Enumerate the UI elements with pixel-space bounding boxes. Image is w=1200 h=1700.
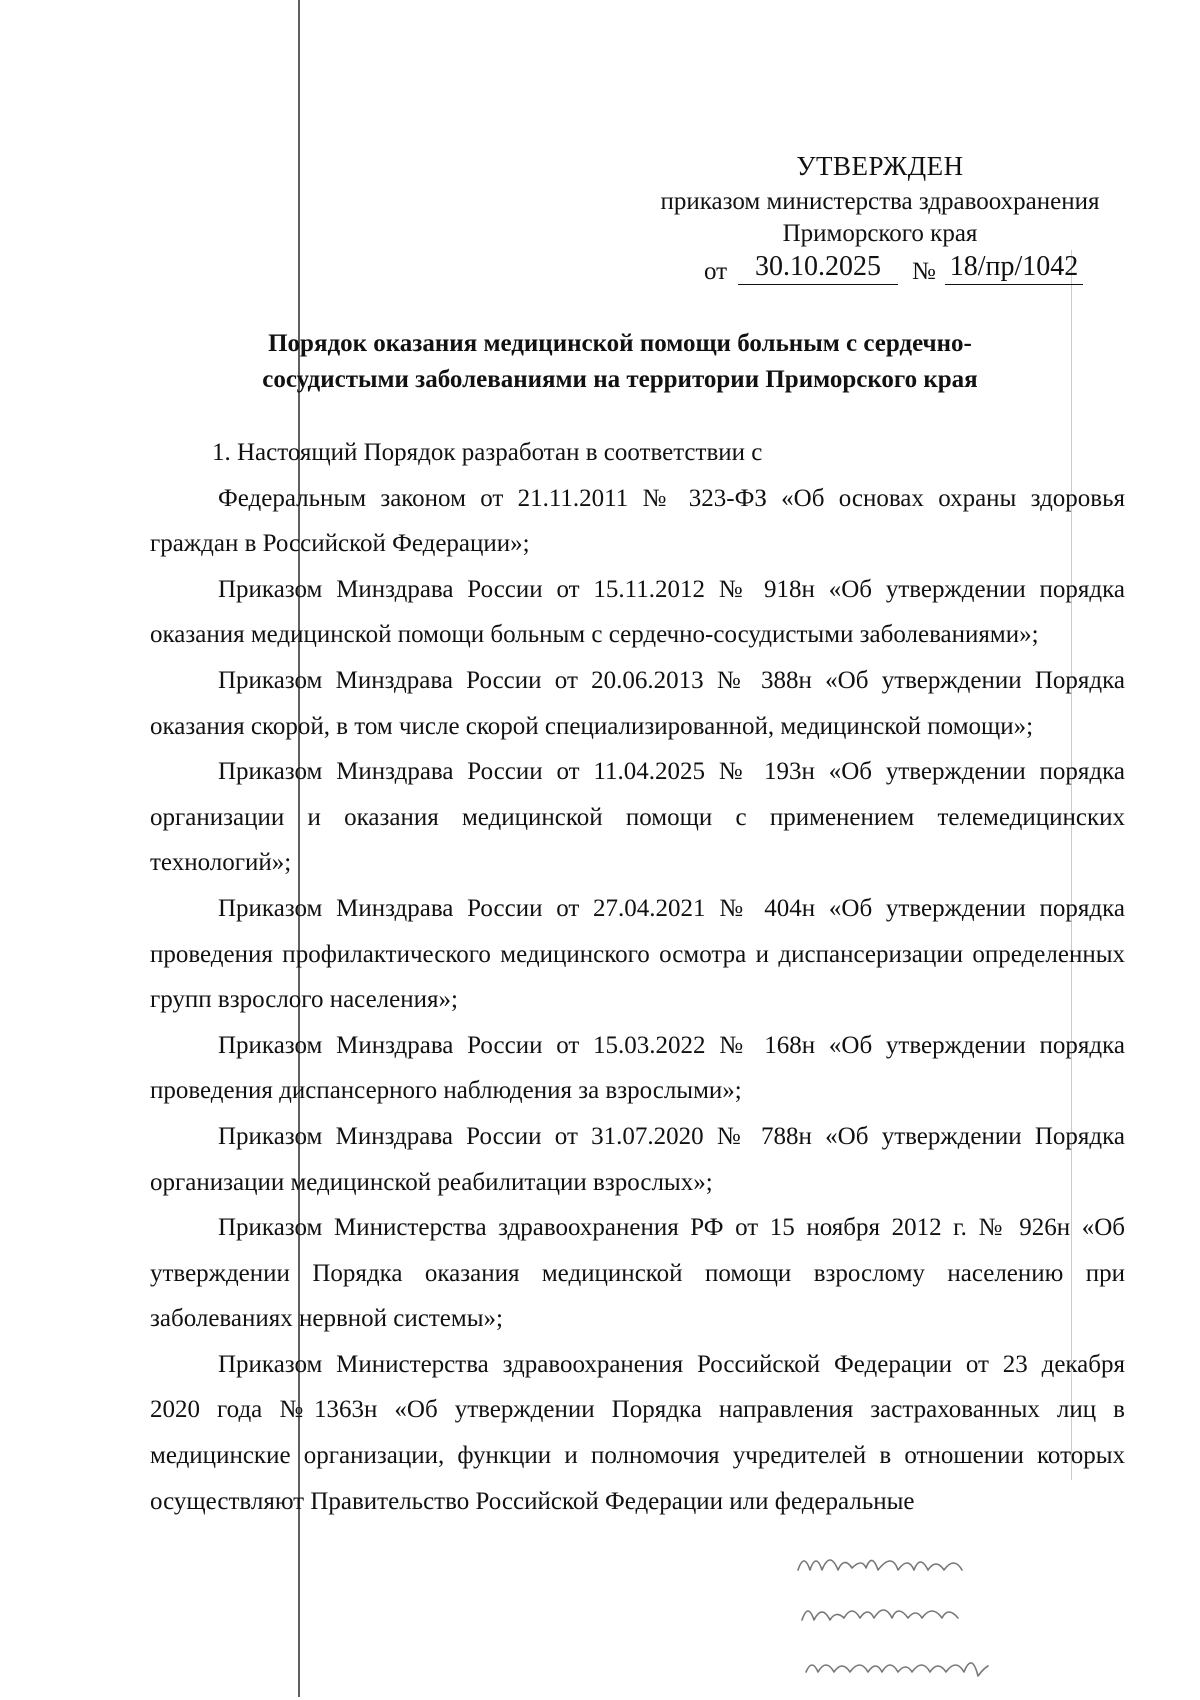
date-label: от [704, 258, 728, 285]
heading-line-1: Порядок оказания медицинской помощи больным с сердечно- [268, 330, 972, 357]
paragraph-order-168n: Приказом Минздрава России от 15.03.2022 № 168н «Об утверждении порядка проведения диспансерного наблюдения за взрослыми»; [150, 1031, 1125, 1105]
approval-authority-line: приказом министерства здравоохранения [660, 188, 1100, 215]
paragraph-order-193n: Приказом Минздрава России от 11.04.2025 № 193н «Об утверждении порядка организации и оказания медицинской помощи с применением телемедицинских технологий»; [150, 758, 1125, 877]
paragraph-order-926n: Приказом Министерства здравоохранения РФ от 15 ноября 2012 г. № 926н «Об утверждении Порядка оказания медицинской помощи взрослому населению при заболеваниях нервной системы»; [150, 1214, 1125, 1333]
order-number: 18/пр/1042 [945, 250, 1083, 285]
order-date: 30.10.2025 [738, 250, 898, 285]
paragraph-order-404n: Приказом Минздрава России от 27.04.2021 № 404н «Об утверждении порядка проведения профилактического медицинского осмотра и диспансеризации определенных групп взрослого населения»; [150, 894, 1125, 1014]
approval-region-line: Приморского края [782, 220, 978, 247]
handwritten-note [790, 1550, 1190, 1700]
paragraph-intro: 1. Настоящий Порядок разработан в соответствии с [212, 439, 763, 466]
approval-title: УТВЕРЖДЕН [796, 151, 964, 181]
paragraph-order-388n: Приказом Минздрава России от 20.06.2013 № 388н «Об утверждении Порядка оказания скорой, в том числе скорой специализированной, медицинской помощи»; [150, 666, 1125, 740]
approval-date-row [600, 250, 1160, 286]
heading-line-2: сосудистыми заболеваниями на территории Приморского края [262, 366, 978, 393]
paragraph-order-1363n: Приказом Министерства здравоохранения Российской Федерации от 23 декабря 2020 года №1363н «Об утверждении Порядка направления застрахованных лиц в медицинские организации, функции и полномочия учредителей в отношении которых осуществляют Правительство Российской Федерации или федеральные [150, 1350, 1125, 1515]
number-label: № [912, 258, 936, 285]
document-heading [150, 326, 1090, 398]
document-body [150, 430, 1125, 1524]
paragraph-law-323: Федеральным законом от 21.11.2011 № 323-ФЗ «Об основах охраны здоровья граждан в Российской Федерации»; [150, 484, 1125, 558]
paragraph-order-918n: Приказом Минздрава России от 15.11.2012 № 918н «Об утверждении порядка оказания медицинской помощи больным с сердечно-сосудистыми заболеваниями»; [150, 575, 1125, 649]
paragraph-order-788n: Приказом Минздрава России от 31.07.2020 № 788н «Об утверждении Порядка организации медицинской реабилитации взрослых»; [150, 1122, 1125, 1196]
